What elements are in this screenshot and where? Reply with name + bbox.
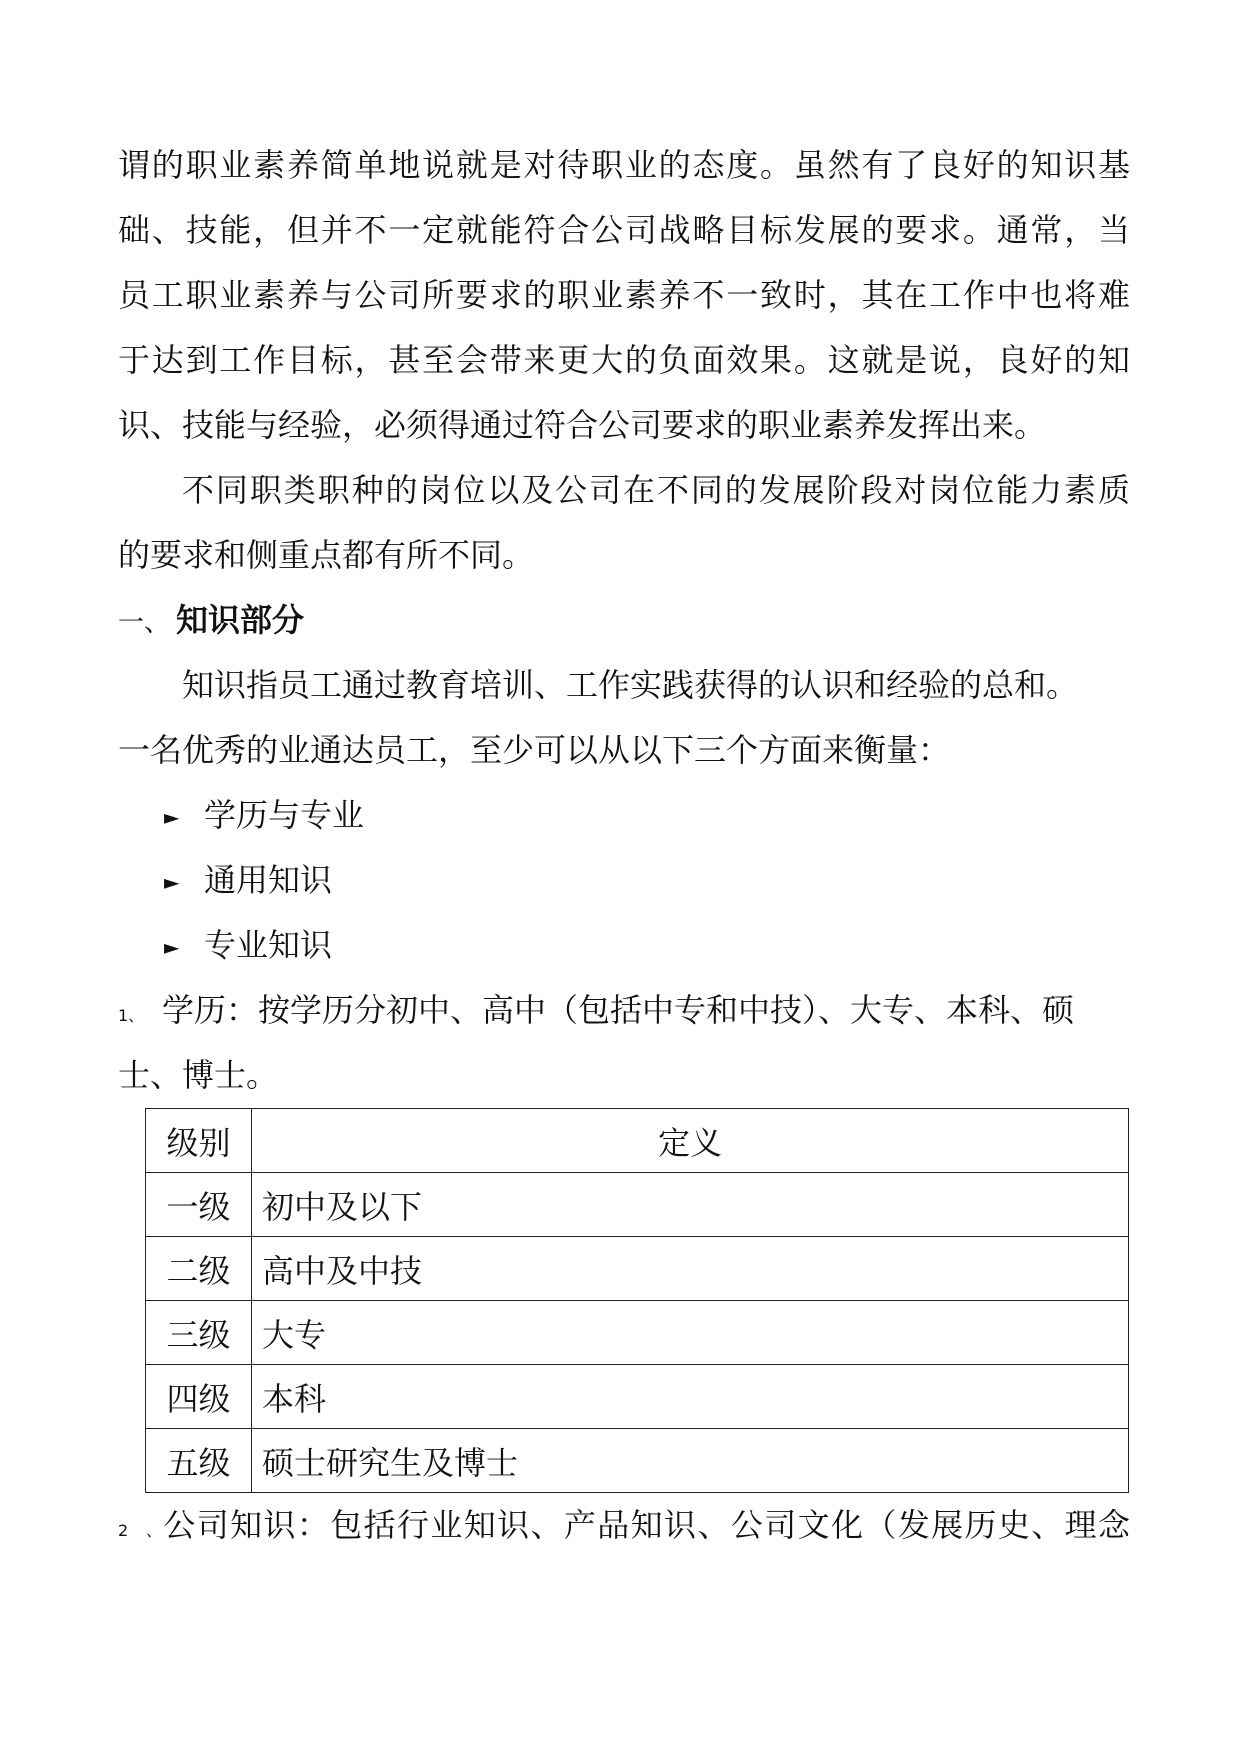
list-item (118, 848, 1130, 913)
table-header-definition: 定义 (252, 1109, 1129, 1173)
paragraph-line: 础、技能，但并不一定就能符合公司战略目标发展的要求。通常，当 (118, 211, 1130, 249)
paragraph-line: 一名优秀的业通达员工，至少可以从以下三个方面来衡量： (118, 731, 951, 769)
item-number: 1、 (118, 1006, 145, 1025)
item-text: 公司知识：包括行业知识、产品知识、公司文化（发展历史、理念 (162, 1506, 1130, 1544)
section-number: 一、 (118, 608, 171, 638)
table-cell-level: 四级 (146, 1365, 252, 1429)
education-level-table (145, 1108, 1129, 1493)
item-text: 学历：按学历分初中、高中（包括中专和中技）、大专、本科、硕 (162, 991, 1075, 1029)
paragraph-position-requirements (118, 458, 1130, 588)
table-header-level: 级别 (146, 1109, 252, 1173)
table-row (146, 1237, 1129, 1301)
numbered-item-line (118, 978, 1130, 1043)
numbered-item-education (118, 978, 1130, 1108)
table-row (146, 1173, 1129, 1237)
list-item (118, 913, 1130, 978)
paragraph-professional-quality (118, 133, 1130, 458)
paragraph-line: 的要求和侧重点都有所不同。 (118, 536, 535, 574)
table-header-row (146, 1109, 1129, 1173)
table-row (146, 1429, 1129, 1493)
triangle-bullet-icon: ► (164, 869, 180, 894)
triangle-bullet-icon: ► (164, 934, 180, 959)
triangle-bullet-icon: ► (164, 804, 180, 829)
paragraph-line: 谓的职业素养简单地说就是对待职业的态度。虽然有了良好的知识基 (118, 146, 1130, 184)
table-cell-level: 五级 (146, 1429, 252, 1493)
item-number: 2、 (118, 1521, 162, 1540)
list-item (118, 783, 1130, 848)
section-title: 知识部分 (176, 601, 305, 639)
numbered-item-line: 士、博士。 (118, 1056, 279, 1094)
table-cell-level: 三级 (146, 1301, 252, 1365)
list-item-text: 学历与专业 (204, 796, 365, 834)
table-cell-definition: 高中及中技 (252, 1237, 1129, 1301)
table-cell-level: 一级 (146, 1173, 252, 1237)
table-cell-level: 二级 (146, 1237, 252, 1301)
table-row (146, 1301, 1129, 1365)
table-row (146, 1365, 1129, 1429)
table-cell-definition: 大专 (252, 1301, 1129, 1365)
paragraph-line: 知识指员工通过教育培训、工作实践获得的认识和经验的总和。 (182, 666, 1079, 704)
list-item-text: 专业知识 (204, 926, 333, 964)
table-cell-definition: 本科 (252, 1365, 1129, 1429)
document-page (118, 133, 1130, 1558)
list-item-text: 通用知识 (204, 861, 333, 899)
table-cell-definition: 初中及以下 (252, 1173, 1129, 1237)
paragraph-line: 识、技能与经验，必须得通过符合公司要求的职业素养发挥出来。 (118, 406, 1047, 444)
numbered-item-company-knowledge (118, 1493, 1130, 1558)
paragraph-knowledge-intro (118, 653, 1130, 783)
knowledge-bullet-list (118, 783, 1130, 978)
section-heading-knowledge (118, 588, 1130, 653)
numbered-item-line (118, 1493, 1130, 1558)
paragraph-line: 不同职类职种的岗位以及公司在不同的发展阶段对岗位能力素质 (182, 471, 1130, 509)
table-cell-definition: 硕士研究生及博士 (252, 1429, 1129, 1493)
paragraph-line: 于达到工作目标，甚至会带来更大的负面效果。这就是说，良好的知 (118, 341, 1130, 379)
paragraph-line: 员工职业素养与公司所要求的职业素养不一致时，其在工作中也将难 (118, 276, 1130, 314)
